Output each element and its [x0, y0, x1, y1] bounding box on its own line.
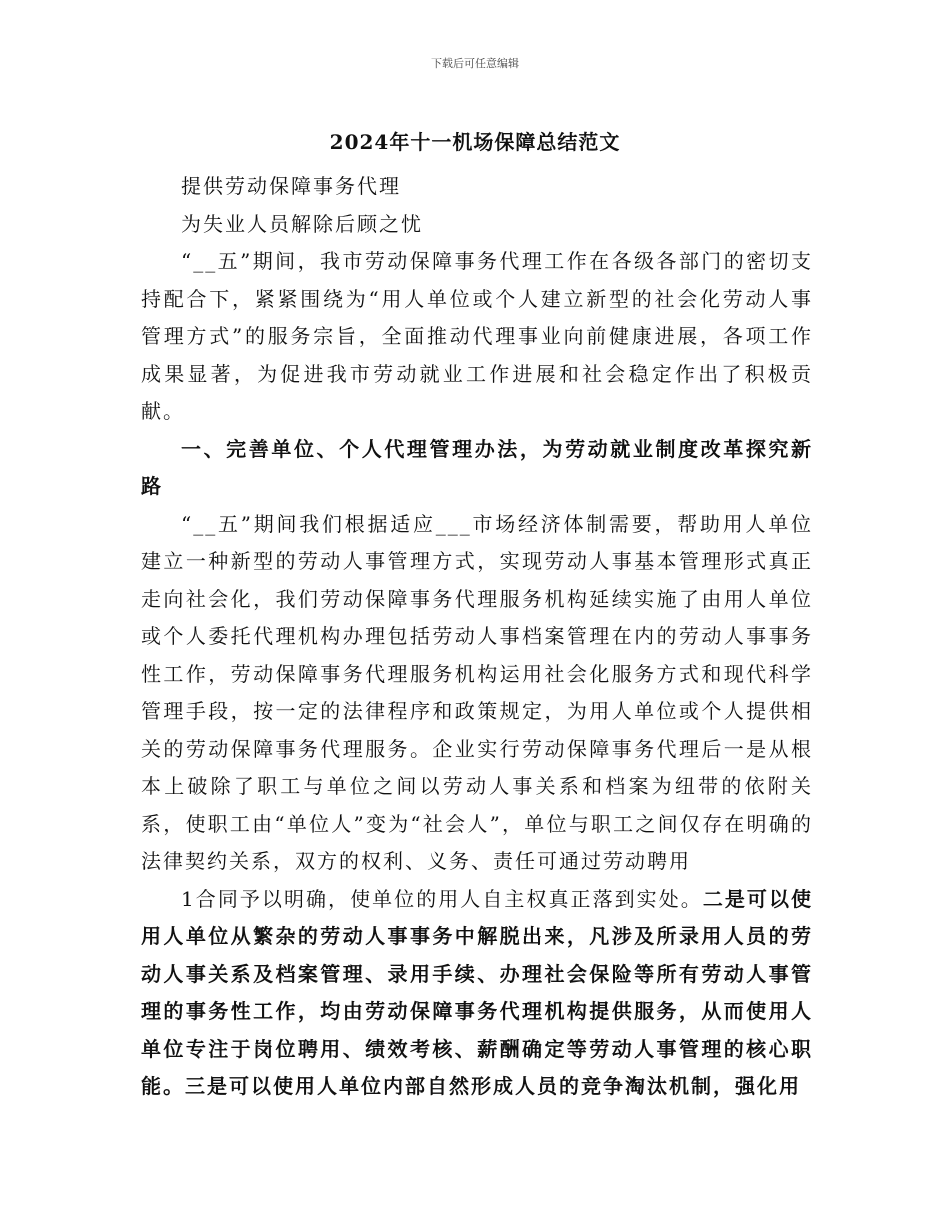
paragraph-intro: “__五”期间，我市劳动保障事务代理工作在各级各部门的密切支持配合下，紧紧围绕为“用人单位或个人建立新型的社会化劳动人事管理方式”的服务宗旨，全面推动代理事业向前健康进展，各项工作成果显著，为促进我市劳动就业工作进展和社会稳定作出了积极贡献。: [141, 249, 813, 423]
paragraph-continued-bold: 二是可以使用人单位从繁杂的劳动人事事务中解脱出来，凡涉及所录用人员的劳动人事关系及档案管理、录用手续、办理社会保险等所有劳动人事管理的事务性工作，均由劳动保障事务代理机构提供服务，从而使用人单位专注于岗位聘用、绩效考核、薪酬确定等劳动人事管理的核心职能。三是可以使用人单位内部自然形成人员的竞争淘汰机制，强化用: [141, 886, 813, 1098]
header-note: 下载后可任意编辑: [431, 57, 519, 70]
section-heading-1: 一、完善单位、个人代理管理办法，为劳动就业制度改革探究新路: [141, 436, 813, 498]
paragraph-continued: [141, 881, 813, 1106]
subtitle-line-1: 提供劳动保障事务代理: [181, 174, 401, 198]
subtitle-line-2: 为失业人员解除后顾之忧: [181, 211, 423, 236]
document-title: 2024年十一机场保障总结范文: [329, 130, 621, 154]
document-body: [141, 168, 813, 1106]
paragraph-section-1: “__五”期间我们根据适应___市场经济体制需要，帮助用人单位建立一种新型的劳动人事管理方式，实现劳动人事基本管理形式真正走向社会化，我们劳动保障事务代理服务机构延续实施了由用人单位或个人委托代理机构办理包括劳动人事档案管理在内的劳动人事事务性工作，劳动保障事务代理服务机构运用社会化服务方式和现代科学管理手段，按一定的法律程序和政策规定，为用人单位或个人提供相关的劳动保障事务代理服务。企业实行劳动保障事务代理后一是从根本上破除了职工与单位之间以劳动人事关系和档案为纽带的依附关系，使职工由“单位人”变为“社会人”，单位与职工之间仅存在明确的法律契约关系，双方的权利、义务、责任可通过劳动聘用: [141, 511, 813, 873]
paragraph-continued-normal: 1合同予以明确，使单位的用人自主权真正落到实处。: [181, 886, 703, 911]
